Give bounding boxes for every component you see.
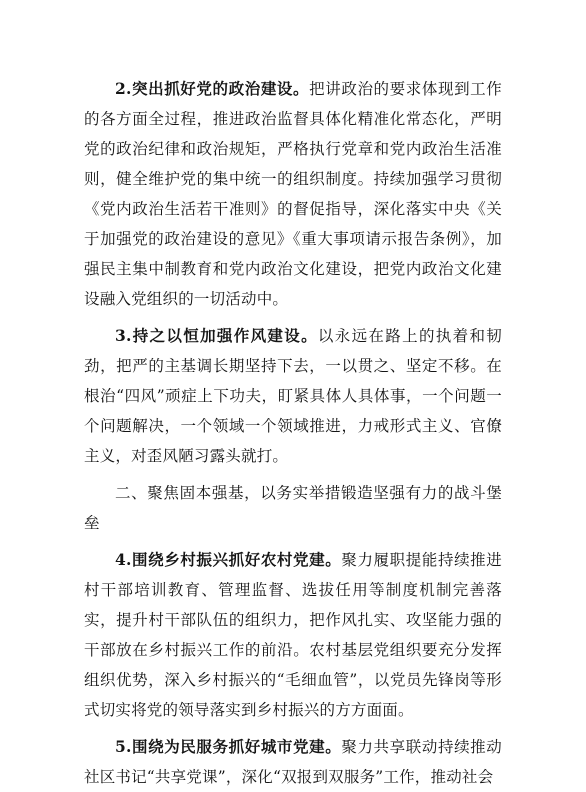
paragraph-2 xyxy=(84,74,502,314)
paragraph-3-text: 以永远在路上的执着和韧劲，把严的主基调长期坚持下去，一以贯之、坚定不移。在根治“四风”顽症上下功夫，盯紧具体人具体事，一个问题一个问题解决，一个领域一个领域推进，力戒形式主义、官僚主义，对歪风陋习露头就打。 xyxy=(84,327,502,465)
paragraph-3 xyxy=(84,321,502,471)
section-heading-2-text: 二、聚焦固本强基，以务实举措锻造坚强有力的战斗堡垒 xyxy=(84,484,502,532)
paragraph-4 xyxy=(84,545,502,725)
paragraph-5 xyxy=(84,732,502,792)
paragraph-5-text: 聚力共享联动持续推动社区书记“共享党课”，深化“双报到双服务”工作，推动社会 xyxy=(84,738,502,786)
paragraph-4-text: 聚力履职提能持续推进村干部培训教育、管理监督、选拔任用等制度机制完善落实，提升村干部队伍的组织力，把作风扎实、攻坚能力强的干部放在乡村振兴工作的前沿。农村基层党组织要充分发挥组织优势，深入乡村振兴的“毛细血管”，以党员先锋岗等形式切实将党的领导落实到乡村振兴的方方面面。 xyxy=(84,551,502,719)
paragraph-2-text: 把讲政治的要求体现到工作的各方面全过程，推进政治监督具体化精准化常态化，严明党的政治纪律和政治规矩，严格执行党章和党内政治生活准则，健全维护党的集中统一的组织制度。持续加强学习贯彻《党内政治生活若干准则》的督促指导，深化落实中央《关于加强党的政治建设的意见》《重大事项请示报告条例》，加强民主集中制教育和党内政治文化建设，把党内政治文化建设融入党组织的一切活动中。 xyxy=(84,80,502,308)
section-heading-2 xyxy=(84,478,502,538)
paragraph-5-lead: 5.围绕为民服务抓好城市党建。 xyxy=(115,737,342,756)
paragraph-3-lead: 3.持之以恒加强作风建设。 xyxy=(115,326,318,345)
paragraph-2-lead: 2.突出抓好党的政治建设。 xyxy=(115,79,310,98)
document-body xyxy=(84,74,502,792)
paragraph-4-lead: 4.围绕乡村振兴抓好农村党建。 xyxy=(115,550,342,569)
